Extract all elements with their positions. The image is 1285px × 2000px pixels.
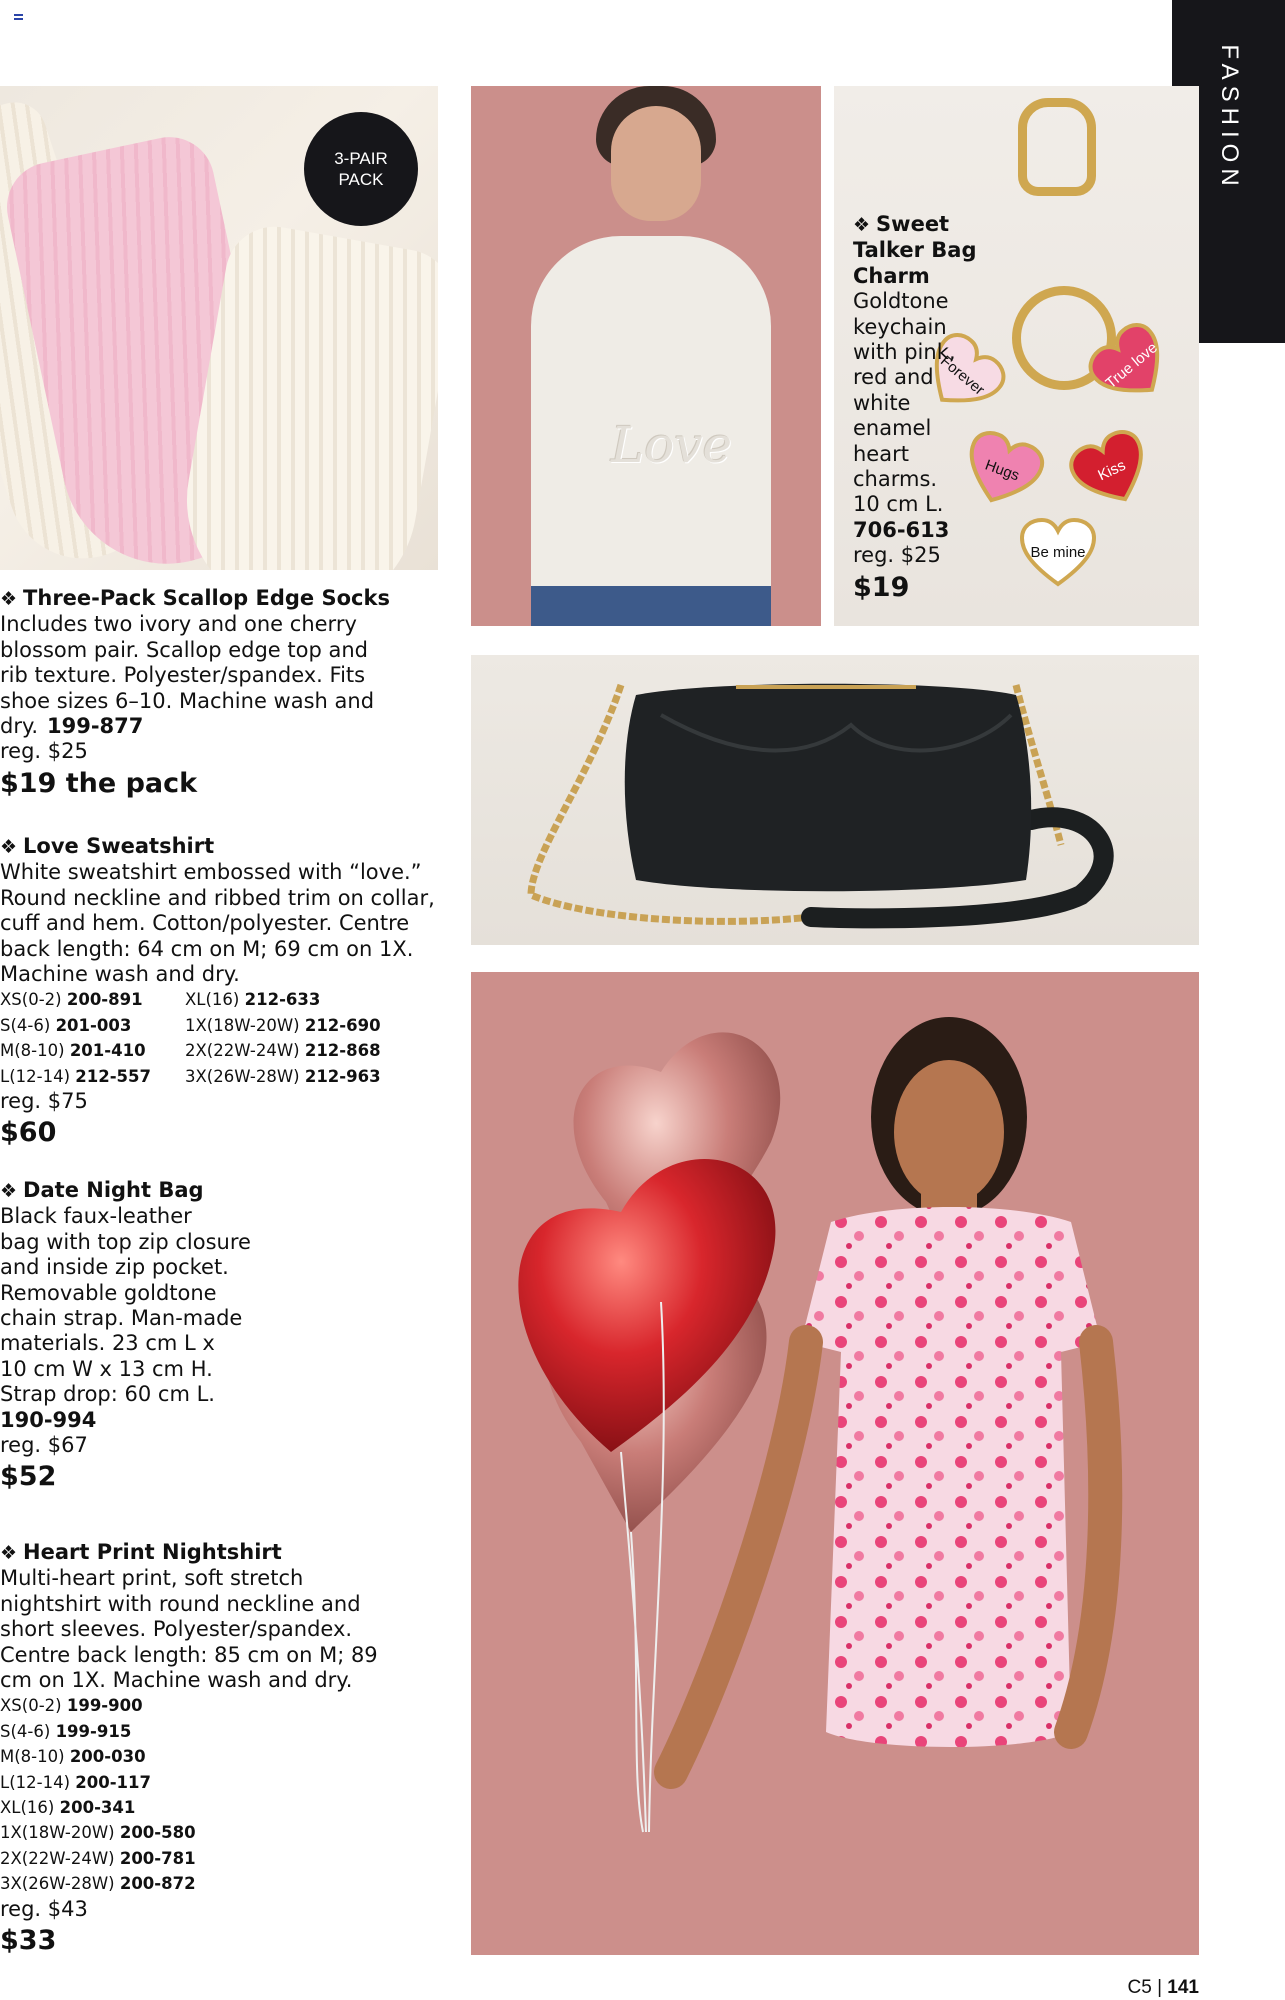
pack-badge	[304, 112, 418, 226]
charm-desc-line: Goldtone	[853, 289, 949, 314]
size-sku: 200-341	[59, 1798, 136, 1818]
charm-title-3: Charm	[853, 263, 930, 288]
socks-description: Includes two ivory and one cherry blossom pair. Scallop edge top and rib texture. Polyester/spandex. Fits shoe sizes 6–10. Machine wash and dry.	[0, 612, 375, 739]
sweatshirt-sale-price: $60	[0, 1117, 57, 1149]
socks-regular-price: reg. $25	[0, 739, 88, 764]
sweatshirt-product-block	[0, 834, 455, 1150]
size-sku: 212-690	[304, 1015, 381, 1035]
sweatshirt-size-table	[0, 987, 455, 1089]
sweatshirt-print-text: Love	[611, 416, 733, 474]
size-label: M(8-10)	[0, 1747, 65, 1767]
pack-badge-line1: 3-PAIR	[334, 149, 388, 168]
bag-illustration	[471, 655, 1199, 945]
size-sku: 199-915	[55, 1721, 132, 1741]
nightshirt-sale-price: $33	[0, 1925, 57, 1957]
bag-regular-price: reg. $67	[0, 1433, 88, 1458]
nightshirt-regular-price: reg. $43	[0, 1896, 88, 1921]
page-number	[1128, 1977, 1200, 1999]
size-label: L(12-14)	[0, 1066, 71, 1086]
size-label: 2X(22W-24W)	[185, 1041, 300, 1061]
charm-regular-price: reg. $25	[853, 543, 941, 568]
size-label: 1X(18W-20W)	[185, 1015, 300, 1035]
sweatshirt-description: White sweatshirt embossed with “love.” Round neckline and ribbed trim on collar, cuff and hem. Cotton/polyester. Centre back length: 64 cm on M; 69 cm on 1X. Machine wash and dry.	[0, 860, 435, 987]
sweatshirt-photo	[471, 86, 821, 626]
size-sku: 200-030	[69, 1747, 146, 1767]
page-section: C5	[1127, 1977, 1152, 1998]
charm-desc-line: keychain	[853, 314, 947, 339]
nightshirt-photo	[471, 972, 1199, 1955]
charm-product-block	[853, 212, 993, 605]
size-label: M(8-10)	[0, 1041, 65, 1061]
size-label: 3X(26W-28W)	[185, 1066, 300, 1086]
page-num-value: 141	[1167, 1977, 1199, 1998]
size-label: 3X(26W-28W)	[0, 1874, 115, 1894]
size-sku: 199-900	[66, 1696, 143, 1716]
size-sku: 200-117	[75, 1772, 151, 1792]
bag-sale-price: $52	[0, 1461, 57, 1493]
bag-desc-line: chain strap. Man-made	[0, 1306, 243, 1331]
size-sku: 201-003	[55, 1015, 132, 1035]
bag-desc-line: bag with top zip closure	[0, 1229, 251, 1254]
section-tab-label: FASHION	[1215, 44, 1243, 192]
nightshirt-title: ❖ Heart Print Nightshirt	[0, 1540, 455, 1566]
page-separator: |	[1157, 1977, 1163, 1998]
heart-charm-text: Kiss	[1095, 456, 1129, 485]
charm-desc-line: 10 cm L.	[853, 492, 944, 517]
heart-charm-text: True love	[1102, 339, 1161, 393]
sweatshirt-title: ❖ Love Sweatshirt	[0, 834, 455, 860]
charm-desc-line: enamel	[853, 416, 932, 441]
socks-title: ❖ Three-Pack Scallop Edge Socks	[0, 586, 455, 612]
bag-product-block	[0, 1178, 455, 1494]
bag-sku: 190-994	[0, 1407, 97, 1432]
size-sku: 200-781	[119, 1848, 196, 1868]
socks-sku: 199-877	[47, 714, 144, 739]
size-label: 2X(22W-24W)	[0, 1848, 115, 1868]
size-sku: 200-872	[119, 1874, 196, 1894]
charm-desc-line: red and	[853, 365, 934, 390]
bag-title: ❖ Date Night Bag	[0, 1178, 455, 1204]
nightshirt-description: Multi-heart print, soft stretch nightshirt with round neckline and short sleeves. Polyester/spandex. Centre back length: 85 cm on M; 89 cm on 1X. Machine wash and dry.	[0, 1566, 378, 1693]
corner-mark-icon	[14, 14, 23, 22]
socks-sale-price: $19 the pack	[0, 767, 198, 799]
size-label: L(12-14)	[0, 1772, 71, 1792]
charm-desc-line: heart	[853, 441, 909, 466]
heart-charm-text: Hugs	[982, 456, 1022, 485]
charm-title-1: ❖ Sweet	[853, 212, 993, 238]
size-sku: 212-868	[304, 1041, 381, 1061]
charm-desc-line: with pink,	[853, 340, 956, 365]
charm-desc-line: white	[853, 390, 911, 415]
date-night-bag-photo	[471, 655, 1199, 945]
size-label: 1X(18W-20W)	[0, 1823, 115, 1843]
size-sku: 212-633	[244, 990, 321, 1010]
bag-desc-line: Removable goldtone	[0, 1280, 217, 1305]
bag-desc-line: materials. 23 cm L x	[0, 1331, 215, 1356]
size-sku: 212-963	[304, 1066, 381, 1086]
size-label: XS(0-2)	[0, 990, 62, 1010]
bag-desc-line: and inside zip pocket.	[0, 1255, 229, 1280]
size-label: XS(0-2)	[0, 1696, 62, 1716]
charm-sale-price: $19	[853, 571, 910, 603]
heart-charm-text: Be mine	[1030, 544, 1086, 561]
socks-product-block	[0, 586, 455, 801]
balloons-and-model	[471, 972, 1199, 1955]
heart-charm-text: Forever	[937, 352, 988, 399]
heart-charm	[1020, 518, 1096, 588]
size-sku: 200-580	[119, 1823, 196, 1843]
size-sku: 201-410	[69, 1041, 146, 1061]
size-label: XL(16)	[0, 1798, 55, 1818]
nightshirt-product-block	[0, 1540, 455, 1958]
size-label: XL(16)	[185, 990, 240, 1010]
size-sku: 200-891	[66, 990, 143, 1010]
charm-desc-line: charms.	[853, 467, 938, 492]
charm-sku: 706-613	[853, 517, 950, 542]
sweatshirt-regular-price: reg. $75	[0, 1089, 88, 1114]
nightshirt-size-list	[0, 1693, 455, 1896]
size-sku: 212-557	[75, 1066, 151, 1086]
bag-desc-line: 10 cm W x 13 cm H.	[0, 1356, 213, 1381]
size-label: S(4-6)	[0, 1721, 51, 1741]
charm-title-2: Talker Bag	[853, 238, 977, 263]
bag-desc-line: Black faux-leather	[0, 1204, 192, 1229]
heart-charm	[1063, 423, 1161, 519]
size-label: S(4-6)	[0, 1015, 51, 1035]
bag-desc-line: Strap drop: 60 cm L.	[0, 1382, 215, 1407]
pack-badge-line2: PACK	[338, 170, 384, 189]
